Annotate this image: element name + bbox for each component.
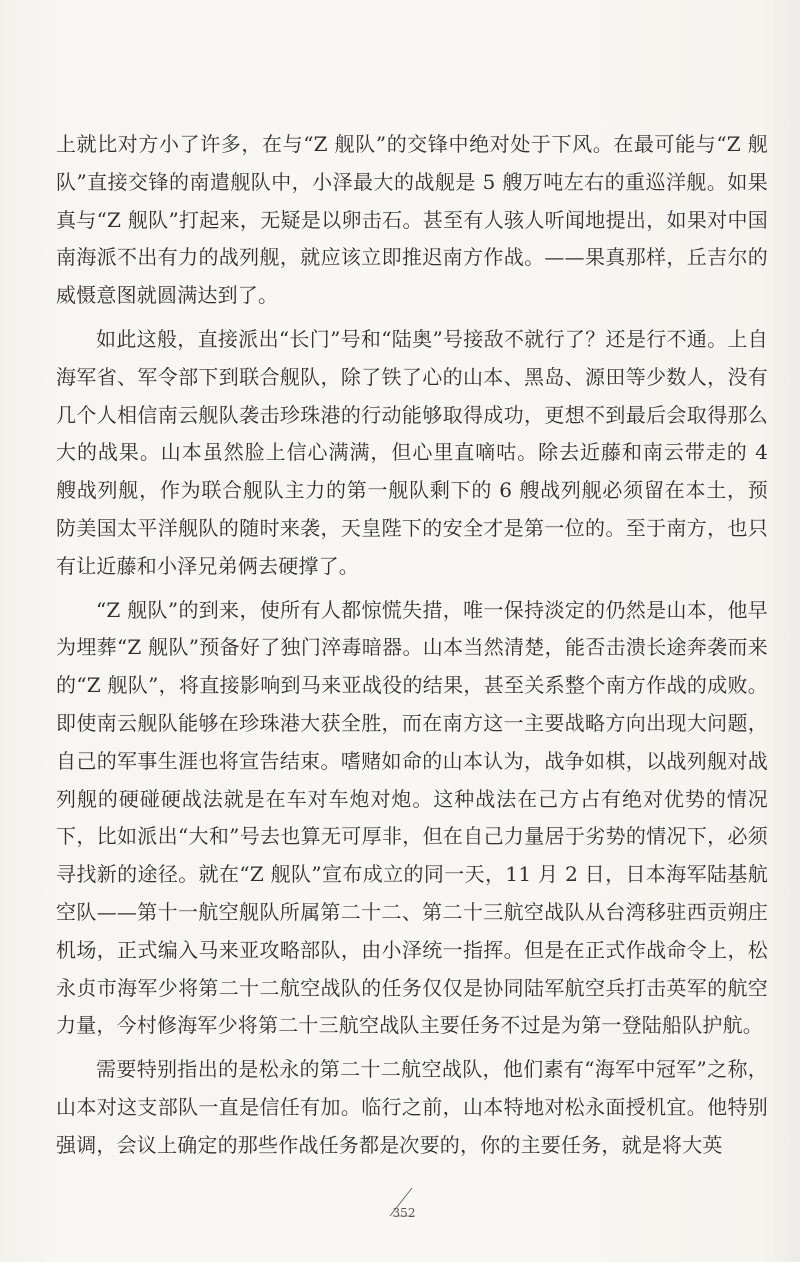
paragraph-1: 上就比对方小了许多，在与“Z 舰队”的交锋中绝对处于下风。在最可能与“Z 舰队”直接交锋的南遣舰队中，小泽最大的战舰是 5 艘万吨左右的重巡洋舰。如果真与“Z 舰队”打起来，无疑是以卵击石。甚至有人骇人听闻地提出，如果对中国南海派不出有力的战列舰，就应该立即推迟南方作战。——果真那样，丘吉尔的威慑意图就圆满达到了。 <box>56 132 768 308</box>
paragraph-4: 需要特别指出的是松永的第二十二航空战队，他们素有“海军中冠军”之称，山本对这支部队一直是信任有加。临行之前，山本特地对松永面授机宜。他特别强调，会议上确定的那些作战任务都是次要的，你的主要任务，就是将大英 <box>56 1057 768 1157</box>
page-number: 352 <box>392 1206 416 1220</box>
body-text <box>56 126 768 1165</box>
paragraph-3: “Z 舰队”的到来，使所有人都惊慌失措，唯一保持淡定的仍然是山本，他早为埋葬“Z 舰队”预备好了独门淬毒暗器。山本当然清楚，能否击溃长途奔袭而来的“Z 舰队”，将直接影响到马来亚战役的结果，甚至关系整个南方作战的成败。即使南云舰队能够在珍珠港大获全胜，而在南方这一主要战略方向出现大问题，自己的军事生涯也将宣告结束。嗜赌如命的山本认为，战争如棋，以战列舰对战列舰的硬碰硬战法就是在车对车炮对炮。这种战法在己方占有绝对优势的情况下，比如派出“大和”号去也算无可厚非，但在自己力量居于劣势的情况下，必须寻找新的途径。就在“Z 舰队”宣布成立的同一天，11 月 2 日，日本海军陆基航空队——第十一航空舰队所属第二十二、第二十三航空战队从台湾移驻西贡朔庄机场，正式编入马来亚攻略部队，由小泽统一指挥。但是在正式作战命令上，松永贞市海军少将第二十二航空战队的任务仅仅是协同陆军航空兵打击英军的航空力量，今村修海军少将第二十三航空战队主要任务不过是为第一登陆船队护航。 <box>56 597 768 1038</box>
paragraph-2: 如此这般，直接派出“长门”号和“陆奥”号接敌不就行了？还是行不通。上自海军省、军令部下到联合舰队，除了铁了心的山本、黑岛、源田等少数人，没有几个人相信南云舰队袭击珍珠港的行动能够取得成功，更想不到最后会取得那么大的战果。山本虽然脸上信心满满，但心里直嘀咕。除去近藤和南云带走的 4 艘战列舰，作为联合舰队主力的第一舰队剩下的 6 艘战列舰必须留在本土，预防美国太平洋舰队的随时来袭，天皇陛下的安全才是第一位的。至于南方，也只有让近藤和小泽兄弟俩去硬撑了。 <box>56 326 768 578</box>
